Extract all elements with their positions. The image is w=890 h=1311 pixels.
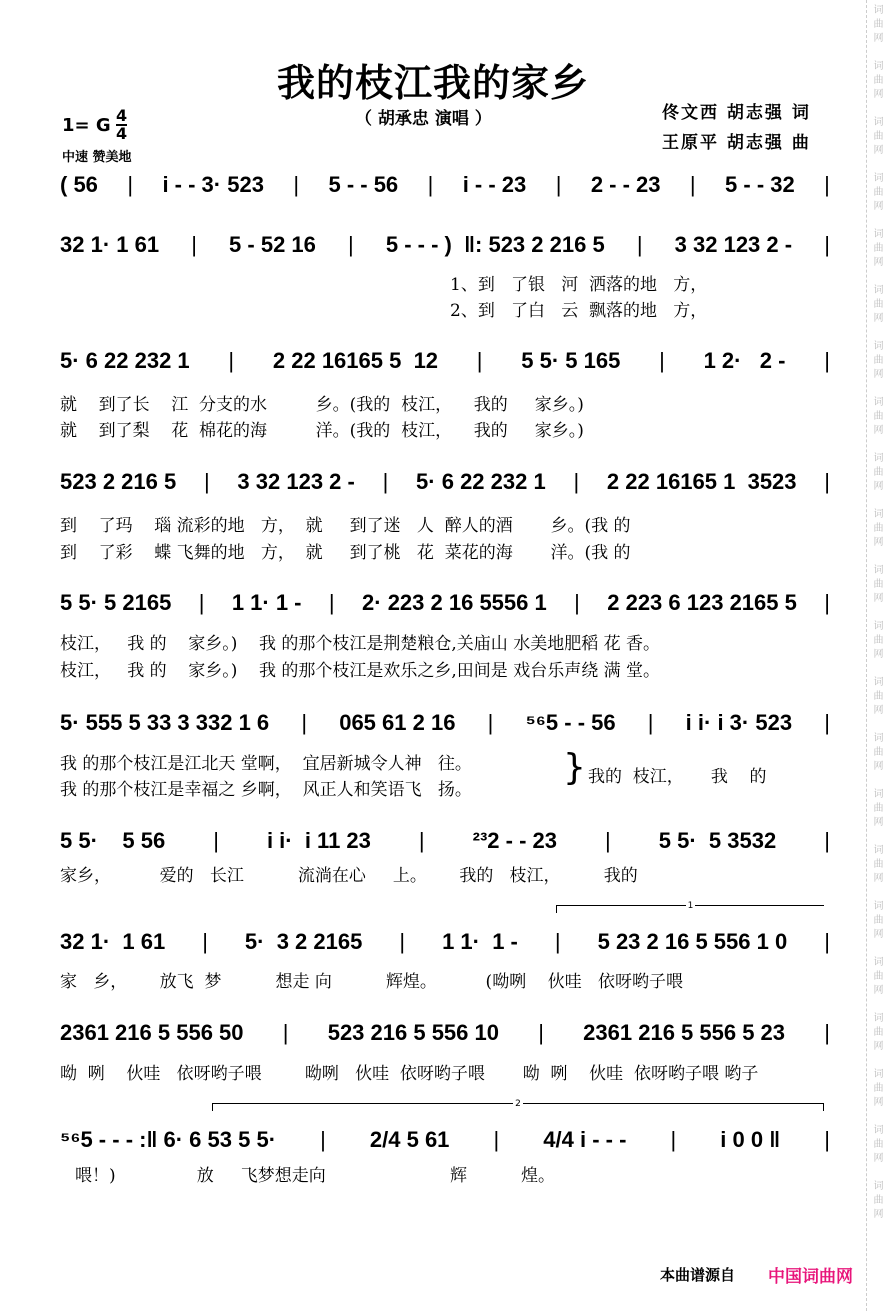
barline: | — [554, 929, 561, 954]
volta-1 — [556, 901, 824, 913]
lyric-line: 我 的那个枝江是江北天 堂啊， 宜居新城令人神 往。 — [60, 754, 472, 774]
measure: 5 - 52 16 — [229, 232, 316, 257]
barline: | — [605, 828, 611, 853]
measure: 3 32 123 2 - — [674, 232, 793, 257]
barline: | — [647, 710, 654, 735]
measure: 32 1· 1 61 — [60, 929, 166, 954]
barline: | — [824, 1127, 830, 1152]
measure: 5 5· 5 3532 — [658, 828, 777, 853]
barline: | — [399, 929, 406, 954]
measure: 5· 555 5 33 3 332 1 6 — [60, 710, 270, 735]
lyric-line: 家乡， 爱的 长江 流淌在心 上。 我的 枝江， 我的 — [60, 866, 638, 886]
measure: 1 2· 2 - — [703, 348, 786, 373]
measure: ⁵⁶5 - - 56 — [525, 710, 616, 735]
measure: i 0 0 ‖ — [720, 1127, 781, 1152]
measure: 5 - - - ) ‖: 523 2 216 5 — [385, 232, 605, 257]
ts-top: 4 — [116, 106, 128, 125]
measure: 523 2 216 5 — [60, 469, 177, 494]
singer: （ 胡承忠 演唱 ） — [355, 109, 492, 129]
lyric-line: 就 到了梨 花 棉花的海 洋。(我的 枝江， 我的 家乡。) — [60, 421, 584, 441]
ts-bottom: 4 — [116, 124, 128, 143]
measure: i - - 3· 523 — [162, 172, 264, 197]
measure: 1 1· 1 - — [231, 590, 302, 615]
barline: | — [213, 828, 219, 853]
barline: | — [282, 1020, 289, 1045]
notation-system — [60, 346, 830, 376]
measure: 2361 216 5 556 5 23 — [583, 1020, 786, 1045]
lyric-line: 枝江， 我 的 家乡。) 我 的那个枝江是欢乐之乡,田间是 戏台乐声绕 满 堂。 — [60, 661, 660, 681]
barline: | — [418, 828, 425, 853]
barline: | — [824, 348, 830, 373]
watermark-strip: 词 曲 网 词 曲 网 词 曲 网 词 曲 网 词 曲 网 词 曲 网 词 曲 网 词 曲 网 词 曲 网 词 曲 网 词 曲 网 词 曲 网 词 曲 网 词 曲 网 词 曲 网 词 曲 网 词 曲 网 词 曲 网 词 曲 网 词 曲 网 词 曲 网 词 曲 网 — [866, 0, 890, 1311]
measure: 5· 6 22 232 1 — [416, 469, 546, 494]
measure: ²³2 - - 23 — [472, 828, 557, 853]
measure: 2· 223 2 16 5556 1 — [362, 590, 547, 615]
barline: | — [493, 1127, 500, 1152]
notation-system — [60, 588, 830, 618]
measure: i - - 23 — [462, 172, 527, 197]
measure: 5 23 2 16 5 556 1 0 — [597, 929, 788, 954]
time-signature — [116, 108, 127, 142]
barline: | — [328, 590, 335, 615]
lyric-line: 我 的那个枝江是幸福之 乡啊， 风正人和笑语飞 扬。 — [60, 780, 472, 800]
notation-system — [60, 826, 830, 856]
barline: | — [824, 710, 830, 735]
lyric-line: 家 乡， 放飞 梦 想走 向 辉煌。 (呦咧 伙哇 依呀哟子喂 — [60, 972, 684, 992]
lyric-line: 枝江， 我 的 家乡。) 我 的那个枝江是荆楚粮仓,关庙山 水美地肥稻 花 香。 — [60, 634, 660, 654]
measure: 5 5· 5 56 — [60, 828, 166, 853]
measure: 5 - - 56 — [328, 172, 399, 197]
barline: | — [636, 232, 643, 257]
notation-system — [60, 170, 830, 200]
lyric-line: 我的 枝江， 我 的 — [588, 767, 767, 787]
measure: i i· i 11 23 — [266, 828, 371, 853]
lyric-line: 到 了彩 蝶 飞舞的地 方， 就 到了桃 花 菜花的海 洋。(我 的 — [60, 543, 631, 563]
measure: 5 - - 32 — [725, 172, 795, 197]
notation-system — [60, 927, 830, 957]
measure: 3 32 123 2 - — [237, 469, 355, 494]
barline: | — [824, 828, 830, 853]
barline: | — [573, 469, 580, 494]
lyric-line: 到 了玛 瑙 流彩的地 方， 就 到了迷 人 醉人的酒 乡。(我 的 — [60, 516, 631, 536]
barline: | — [538, 1020, 544, 1045]
site-link[interactable]: 中国词曲网 — [768, 1267, 853, 1287]
barline: | — [348, 232, 354, 257]
barline: | — [202, 929, 208, 954]
measure: 2/4 5 61 — [369, 1127, 450, 1152]
volta-2 — [212, 1099, 824, 1111]
measure: 065 61 2 16 — [339, 710, 456, 735]
notation-system — [60, 467, 830, 497]
lyric-line: 就 到了长 江 分支的水 乡。(我的 枝江， 我的 家乡。) — [60, 395, 584, 415]
composer: 王原平 胡志强 曲 — [662, 133, 811, 153]
notation-system — [60, 1125, 830, 1155]
lyric-line: 2、到 了白 云 飘落的地 方， — [450, 301, 708, 321]
song-title: 我的枝江我的家乡 — [276, 61, 589, 105]
notation-system — [60, 230, 830, 260]
tempo-marking: 中速 赞美地 — [62, 150, 132, 165]
measure: 5· 6 22 232 1 — [60, 348, 190, 373]
barline: | — [689, 172, 696, 197]
barline: | — [320, 1127, 326, 1152]
barline: | — [659, 348, 665, 373]
lyricist: 佟文西 胡志强 词 — [662, 103, 811, 123]
measure: ⁵⁶5 - - - :‖ 6· 6 53 5 5· — [60, 1127, 277, 1152]
barline: | — [127, 172, 134, 197]
volta-1-label: 1 — [687, 901, 694, 911]
barline: | — [476, 348, 483, 373]
measure: 1 1· 1 - — [442, 929, 518, 954]
barline: | — [824, 929, 830, 954]
barline: | — [382, 469, 389, 494]
barline: | — [574, 590, 580, 615]
key-signature: 1= G — [62, 115, 111, 136]
barline: | — [198, 590, 205, 615]
barline: | — [293, 172, 300, 197]
measure: ( 56 — [60, 172, 98, 197]
measure: 2361 216 5 556 50 — [60, 1020, 244, 1045]
measure: 5 5· 5 2165 — [60, 590, 172, 615]
barline: | — [555, 172, 562, 197]
lyric-line: 喂！) 放 飞梦想走向 辉 煌。 — [75, 1166, 556, 1186]
measure: 2 223 6 123 2165 5 — [607, 590, 797, 615]
barline: | — [824, 590, 830, 615]
barline: | — [487, 710, 494, 735]
barline: | — [824, 1020, 830, 1045]
measure: 4/4 i - - - — [543, 1127, 627, 1152]
measure: 32 1· 1 61 — [60, 232, 160, 257]
measure: 2 22 16165 1 3523 — [606, 469, 797, 494]
measure: i i· i 3· 523 — [685, 710, 793, 735]
barline: | — [824, 469, 830, 494]
measure: 2 22 16165 5 12 — [272, 348, 439, 373]
volta-2-label: 2 — [515, 1099, 521, 1109]
barline: | — [228, 348, 235, 373]
barline: | — [203, 469, 210, 494]
measure: 523 216 5 556 10 — [327, 1020, 499, 1045]
notation-system — [60, 708, 830, 738]
lyric-line: 1、到 了银 河 洒落的地 方， — [450, 275, 708, 295]
measure: 2 - - 23 — [590, 172, 661, 197]
barline: | — [824, 172, 830, 197]
lyric-line: 呦 咧 伙哇 依呀哟子喂 呦咧 伙哇 依呀哟子喂 呦 咧 伙哇 依呀哟子喂 哟子 — [60, 1064, 759, 1084]
barline: | — [670, 1127, 677, 1152]
source-label: 本曲谱源自 — [660, 1266, 736, 1284]
barline: | — [191, 232, 197, 257]
barline: | — [427, 172, 434, 197]
barline: | — [301, 710, 308, 735]
measure: 5 5· 5 165 — [521, 348, 621, 373]
brace: } — [563, 747, 586, 788]
measure: 5· 3 2 2165 — [244, 929, 363, 954]
barline: | — [824, 232, 830, 257]
notation-system — [60, 1018, 830, 1048]
